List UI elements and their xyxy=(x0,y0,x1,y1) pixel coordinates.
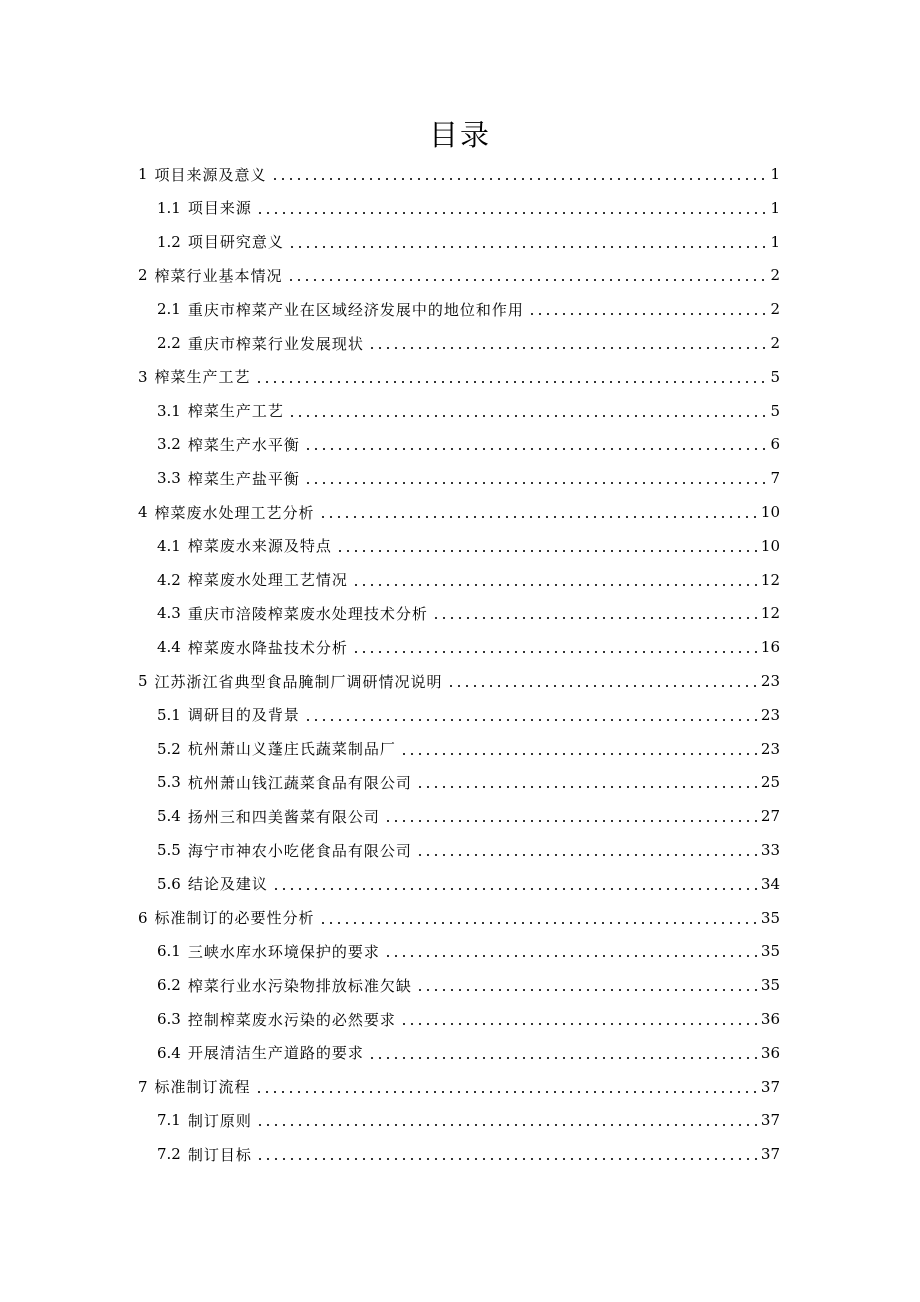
toc-entry-title: 榨菜行业水污染物排放标准欠缺 xyxy=(187,976,412,995)
toc-entry-number: 6.1 xyxy=(157,942,181,961)
toc-dot-leader xyxy=(255,1091,757,1093)
toc-entry[interactable] xyxy=(157,1002,780,1036)
toc-dot-leader xyxy=(255,381,767,383)
toc-entry[interactable] xyxy=(157,529,780,563)
toc-entry[interactable] xyxy=(157,765,780,799)
toc-entry-number: 4.4 xyxy=(157,638,181,657)
toc-entry-page: 25 xyxy=(760,773,780,792)
toc-dot-leader xyxy=(304,482,767,484)
toc-entry-page: 35 xyxy=(760,908,780,927)
toc-entry-number: 3.1 xyxy=(157,401,181,420)
toc-entry-number: 4 xyxy=(138,503,148,521)
toc-entry-page: 34 xyxy=(760,874,780,893)
toc-entry-title: 标准制订的必要性分析 xyxy=(154,909,315,928)
toc-entry[interactable] xyxy=(157,1103,780,1137)
toc-entry-title: 榨菜废水降盐技术分析 xyxy=(187,638,348,657)
toc-dot-leader xyxy=(384,955,757,957)
toc-entry-title: 榨菜废水来源及特点 xyxy=(187,537,332,556)
toc-entry-page: 35 xyxy=(760,942,780,961)
toc-entry[interactable] xyxy=(138,901,780,935)
toc-entry[interactable] xyxy=(138,664,780,698)
toc-entry-number: 6.2 xyxy=(157,976,181,995)
toc-dot-leader xyxy=(400,753,757,755)
toc-dot-leader xyxy=(384,820,757,822)
toc-dot-leader xyxy=(304,448,767,450)
toc-dot-leader xyxy=(336,550,757,552)
toc-dot-leader xyxy=(416,854,757,856)
toc-dot-leader xyxy=(416,989,757,991)
toc-entry-page: 1 xyxy=(770,232,780,251)
toc-entry-page: 10 xyxy=(760,503,780,521)
toc-entry-page: 1 xyxy=(770,165,780,183)
toc-entry[interactable] xyxy=(138,495,780,529)
toc-entry-number: 4.2 xyxy=(157,570,181,589)
toc-entry-page: 2 xyxy=(770,300,780,319)
toc-dot-leader xyxy=(272,888,757,890)
toc-entry-title: 结论及建议 xyxy=(187,875,268,894)
toc-entry-title: 项目研究意义 xyxy=(187,233,284,252)
toc-title: 目录 xyxy=(428,118,491,152)
toc-entry-number: 6.4 xyxy=(157,1043,181,1062)
toc-entry-number: 6.3 xyxy=(157,1010,181,1028)
toc-entry-number: 7.1 xyxy=(157,1111,181,1130)
toc-entry-number: 4.1 xyxy=(157,536,181,555)
toc-entry-number: 1 xyxy=(138,165,148,183)
toc-entry-number: 4.3 xyxy=(157,604,181,623)
toc-entry-title: 控制榨菜废水污染的必然要求 xyxy=(187,1010,396,1029)
toc-entry-title: 榨菜废水处理工艺分析 xyxy=(154,503,315,522)
toc-entry[interactable] xyxy=(157,461,780,495)
toc-entry[interactable] xyxy=(157,630,780,664)
toc-entry-number: 5.4 xyxy=(157,807,181,826)
toc-entry-page: 16 xyxy=(760,638,780,657)
toc-entry[interactable] xyxy=(157,326,780,360)
toc-entry-page: 2 xyxy=(770,266,780,285)
toc-entry[interactable] xyxy=(157,563,780,597)
toc-entry-page: 37 xyxy=(760,1077,780,1096)
toc-entry-page: 5 xyxy=(770,367,780,386)
toc-entry-title: 榨菜生产水平衡 xyxy=(187,435,300,454)
toc-entry-title: 重庆市榨菜产业在区域经济发展中的地位和作用 xyxy=(187,300,524,319)
toc-entry-number: 1.2 xyxy=(157,232,181,251)
toc-entry-title: 杭州萧山钱江蔬菜食品有限公司 xyxy=(187,773,412,792)
toc-entry-title: 项目来源及意义 xyxy=(154,165,267,184)
toc-entry-title: 榨菜生产工艺 xyxy=(187,402,284,421)
toc-entry-page: 37 xyxy=(760,1111,780,1130)
toc-entry-number: 3.2 xyxy=(157,435,181,454)
toc-entry-number: 1.1 xyxy=(157,198,181,217)
toc-dot-leader xyxy=(368,347,767,349)
toc-entry[interactable] xyxy=(138,258,780,292)
toc-entry[interactable] xyxy=(138,1070,780,1104)
toc-entry-page: 35 xyxy=(760,976,780,995)
toc-dot-leader xyxy=(256,1124,757,1126)
toc-dot-leader xyxy=(352,651,757,653)
toc-entry-title: 榨菜生产工艺 xyxy=(154,368,251,387)
toc-entry-title: 调研目的及背景 xyxy=(187,706,300,725)
toc-dot-leader xyxy=(528,313,767,315)
toc-dot-leader xyxy=(271,178,767,180)
toc-entry-page: 27 xyxy=(760,807,780,826)
toc-entry-number: 7 xyxy=(138,1077,148,1096)
toc-entry[interactable] xyxy=(157,292,780,326)
toc-entry[interactable] xyxy=(157,934,780,968)
toc-entry-page: 5 xyxy=(770,401,780,420)
toc-entry-number: 5.1 xyxy=(157,705,181,724)
toc-entry-title: 榨菜行业基本情况 xyxy=(154,266,283,285)
toc-entry-title: 杭州萧山义蓬庄氏蔬菜制品厂 xyxy=(187,740,396,759)
toc-dot-leader xyxy=(287,279,767,281)
toc-entry-title: 重庆市涪陵榨菜废水处理技术分析 xyxy=(187,604,428,623)
toc-entry-number: 5.5 xyxy=(157,841,181,859)
toc-entry-page: 36 xyxy=(760,1043,780,1062)
toc-entry-number: 7.2 xyxy=(157,1145,181,1164)
toc-entry-number: 2.1 xyxy=(157,300,181,319)
toc-entry-page: 10 xyxy=(760,536,780,555)
toc-entry-title: 开展清洁生产道路的要求 xyxy=(187,1044,364,1063)
toc-entry-page: 2 xyxy=(770,334,780,352)
toc-entry-title: 制订原则 xyxy=(187,1111,252,1130)
toc-entry[interactable] xyxy=(157,225,780,259)
toc-entry[interactable] xyxy=(157,394,780,428)
toc-dot-leader xyxy=(447,685,757,687)
toc-dot-leader xyxy=(256,1158,757,1160)
toc-dot-leader xyxy=(416,786,757,788)
toc-entry-number: 6 xyxy=(138,908,148,927)
toc-entry[interactable] xyxy=(138,360,780,394)
toc-dot-leader xyxy=(400,1023,757,1025)
toc-dot-leader xyxy=(352,584,757,586)
toc-entry[interactable] xyxy=(157,1036,780,1070)
toc-entry[interactable] xyxy=(157,833,780,867)
toc-entry-page: 1 xyxy=(770,198,780,217)
toc-dot-leader xyxy=(432,617,757,619)
toc-entry-number: 5.6 xyxy=(157,874,181,893)
toc-entry-page: 23 xyxy=(760,705,780,724)
toc-entry-title: 扬州三和四美酱菜有限公司 xyxy=(187,807,380,826)
toc-entry[interactable] xyxy=(157,191,780,225)
toc-entry-page: 6 xyxy=(770,435,780,454)
toc-entry-page: 12 xyxy=(760,570,780,589)
toc-entry[interactable] xyxy=(157,427,780,461)
toc-entry[interactable] xyxy=(157,968,780,1002)
toc-entry[interactable] xyxy=(157,867,780,901)
toc-entry-number: 2.2 xyxy=(157,334,181,352)
toc-entry-title: 项目来源 xyxy=(187,199,252,218)
toc-dot-leader xyxy=(368,1057,757,1059)
toc-entry-title: 重庆市榨菜行业发展现状 xyxy=(187,334,364,353)
toc-entry-page: 7 xyxy=(770,469,780,488)
toc-dot-leader xyxy=(288,415,767,417)
toc-entry-number: 3 xyxy=(138,367,148,386)
toc-entry-title: 三峡水库水环境保护的要求 xyxy=(187,942,380,961)
toc-entry-page: 23 xyxy=(760,739,780,758)
toc-entry-title: 江苏浙江省典型食品腌制厂调研情况说明 xyxy=(154,672,443,691)
toc-entry-title: 海宁市神农小吃佬食品有限公司 xyxy=(187,841,412,860)
toc-entry-title: 制订目标 xyxy=(187,1145,252,1164)
toc-dot-leader xyxy=(304,719,757,721)
toc-entry[interactable] xyxy=(157,1137,780,1171)
toc-entry-page: 37 xyxy=(760,1145,780,1164)
toc-entry-page: 23 xyxy=(760,672,780,690)
toc-entry[interactable] xyxy=(138,157,780,191)
toc-entry[interactable] xyxy=(157,698,780,732)
toc-dot-leader xyxy=(319,922,757,924)
toc-entry-number: 5.3 xyxy=(157,773,181,792)
toc-entry-number: 3.3 xyxy=(157,469,181,488)
toc-entry[interactable] xyxy=(157,732,780,766)
toc-entry-page: 12 xyxy=(760,604,780,623)
toc-entry-number: 5.2 xyxy=(157,739,181,758)
toc-entry-title: 榨菜生产盐平衡 xyxy=(187,469,300,488)
toc-entry-title: 标准制订流程 xyxy=(154,1078,251,1097)
toc-entry-page: 36 xyxy=(760,1010,780,1028)
toc-entry-title: 榨菜废水处理工艺情况 xyxy=(187,571,348,590)
toc-entry-number: 5 xyxy=(138,672,148,690)
toc-dot-leader xyxy=(256,212,767,214)
toc-dot-leader xyxy=(288,246,767,248)
toc-entry-number: 2 xyxy=(138,266,148,285)
toc-dot-leader xyxy=(319,516,757,518)
toc-entry-page: 33 xyxy=(760,841,780,859)
toc-entry[interactable] xyxy=(157,596,780,630)
toc-entry[interactable] xyxy=(157,799,780,833)
